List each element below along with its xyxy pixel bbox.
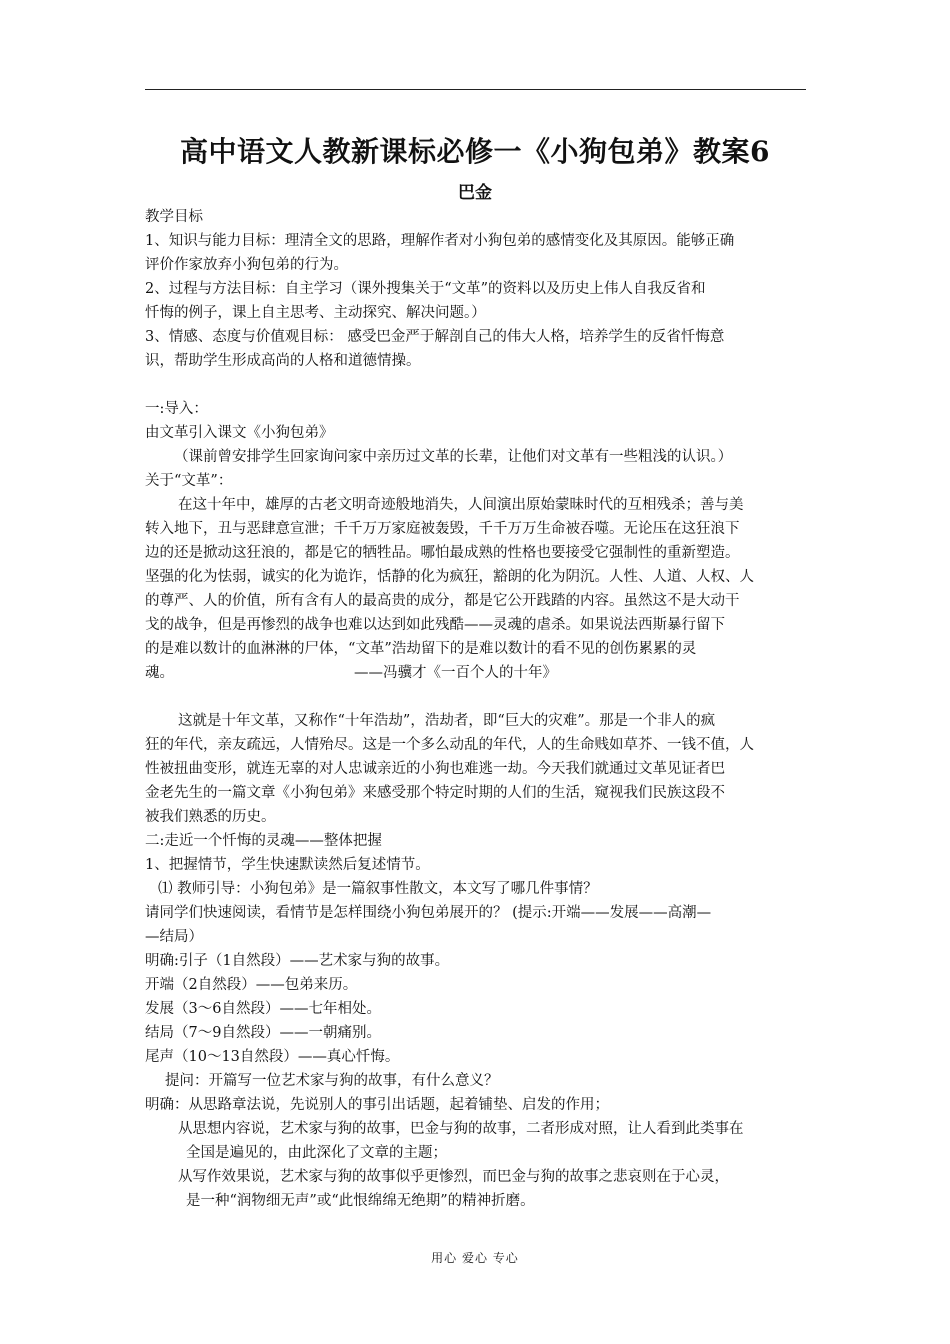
text-line: 明确：从思路章法说，先说别人的事引出话题，起着铺垫、启发的作用； bbox=[145, 1097, 609, 1113]
text-line: 3、情感、态度与价值观目标： 感受巴金严于解剖自己的伟大人格，培养学生的反省忏悔意 bbox=[145, 329, 725, 345]
text-line: 被我们熟悉的历史。 bbox=[145, 809, 276, 825]
blank-line bbox=[145, 373, 820, 397]
text-line: 尾声（10～13自然段）——真心忏悔。 bbox=[145, 1049, 400, 1065]
blank-line bbox=[145, 685, 820, 709]
quote-line: 魂。 ——冯骥才《一百个人的十年》 bbox=[145, 665, 557, 681]
text-line: 发展（3～6自然段）——七年相处。 bbox=[145, 1001, 381, 1017]
text-line: 1、把握情节，学生快速默读然后复述情节。 bbox=[145, 857, 430, 873]
text-line: 评价作家放弃小狗包弟的行为。 bbox=[145, 257, 348, 273]
text-line: ⑴ 教师引导：小狗包弟》是一篇叙事性散文，本文写了哪几件事情？ bbox=[158, 881, 598, 897]
document-title: 高中语文人教新课标必修一《小狗包弟》教案6 bbox=[180, 135, 770, 168]
quote-line: 的尊严、人的价值，所有含有人的最高贵的成分，都是它公开践踏的内容。虽然这不是大动干 bbox=[145, 593, 740, 609]
section-heading: 一:导入： bbox=[145, 401, 208, 417]
text-line: 明确:引子（1自然段）——艺术家与狗的故事。 bbox=[145, 953, 450, 969]
text-line: 关于“文革”： bbox=[145, 473, 233, 489]
text-line: 由文革引入课文《小狗包弟》 bbox=[145, 425, 334, 441]
text-line: 金老先生的一篇文章《小狗包弟》来感受那个特定时期的人们的生活，窥视我们民族这段不 bbox=[145, 785, 725, 801]
text-line: 是一种“润物细无声”或“此恨绵绵无绝期”的精神折磨。 bbox=[186, 1193, 535, 1209]
text-line: 识，帮助学生形成高尚的人格和道德情操。 bbox=[145, 353, 421, 369]
quote-line: 戈的战争，但是再惨烈的战争也难以达到如此残酷——灵魂的虐杀。如果说法西斯暴行留下 bbox=[145, 617, 725, 633]
text-line: 1、知识与能力目标：理清全文的思路，理解作者对小狗包弟的感情变化及其原因。能够正确 bbox=[145, 233, 735, 249]
document-author: 巴金 bbox=[458, 183, 492, 203]
text-line: （课前曾安排学生回家询问家中亲历过文革的长辈，让他们对文革有一些粗浅的认识。） bbox=[174, 449, 733, 465]
page-footer: 用心 爱心 专心 bbox=[431, 1251, 519, 1265]
text-line: 请同学们快速阅读，看情节是怎样围绕小狗包弟展开的？ (提示:开端——发展——高潮— bbox=[145, 905, 712, 921]
quote-line: 转入地下，丑与恶肆意宣泄；千千万万家庭被轰毁，千千万万生命被吞噬。无论压在这狂浪下 bbox=[145, 521, 740, 537]
text-line: 2、过程与方法目标：自主学习（课外搜集关于“文革”的资料以及历史上伟人自我反省和 bbox=[145, 281, 706, 297]
document-body bbox=[145, 205, 820, 1213]
text-line: 从思想内容说，艺术家与狗的故事，巴金与狗的故事，二者形成对照，让人看到此类事在 bbox=[178, 1121, 744, 1137]
text-line: 狂的年代，亲友疏远，人情殆尽。这是一个多么动乱的年代，人的生命贱如草芥、一钱不值，人 bbox=[145, 737, 754, 753]
text-line: 忏悔的例子，课上自主思考、主动探究、解决问题。） bbox=[145, 305, 486, 321]
text-line: 结局（7～9自然段）——一朝痛别。 bbox=[145, 1025, 381, 1041]
text-line: —结局） bbox=[145, 929, 203, 945]
header-rule bbox=[145, 89, 806, 90]
quote-line: 的是难以数计的血淋淋的尸体，“文革”浩劫留下的是难以数计的看不见的创伤累累的灵 bbox=[145, 641, 697, 657]
text-line: 这就是十年文革，又称作“十年浩劫”，浩劫者，即“巨大的灾难”。那是一个非人的疯 bbox=[178, 713, 716, 729]
quote-attribution: ——冯骥才《一百个人的十年》 bbox=[354, 665, 557, 681]
section-heading: 教学目标 bbox=[145, 209, 203, 225]
section-heading: 二:走近一个忏悔的灵魂——整体把握 bbox=[145, 833, 382, 849]
text-line: 全国是遍见的，由此深化了文章的主题； bbox=[186, 1145, 447, 1161]
quote-line: 边的还是掀动这狂浪的，都是它的牺牲品。哪怕最成熟的性格也要接受它强制性的重新塑造。 bbox=[145, 545, 740, 561]
text-line: 开端（2自然段）——包弟来历。 bbox=[145, 977, 358, 993]
quote-line: 在这十年中，雄厚的古老文明奇迹般地消失，人间演出原始蒙昧时代的互相残杀；善与美 bbox=[178, 497, 744, 513]
text-line: 从写作效果说，艺术家与狗的故事似乎更惨烈，而巴金与狗的故事之悲哀则在于心灵， bbox=[178, 1169, 729, 1185]
text-line: 性被扭曲变形，就连无辜的对人忠诚亲近的小狗也难逃一劫。今天我们就通过文革见证者巴 bbox=[145, 761, 725, 777]
text-line: 提问：开篇写一位艺术家与狗的故事，有什么意义？ bbox=[165, 1073, 499, 1089]
quote-line: 坚强的化为怯弱，诚实的化为诡诈，恬静的化为疯狂，豁朗的化为阴沉。人性、人道、人权、人 bbox=[145, 569, 754, 585]
